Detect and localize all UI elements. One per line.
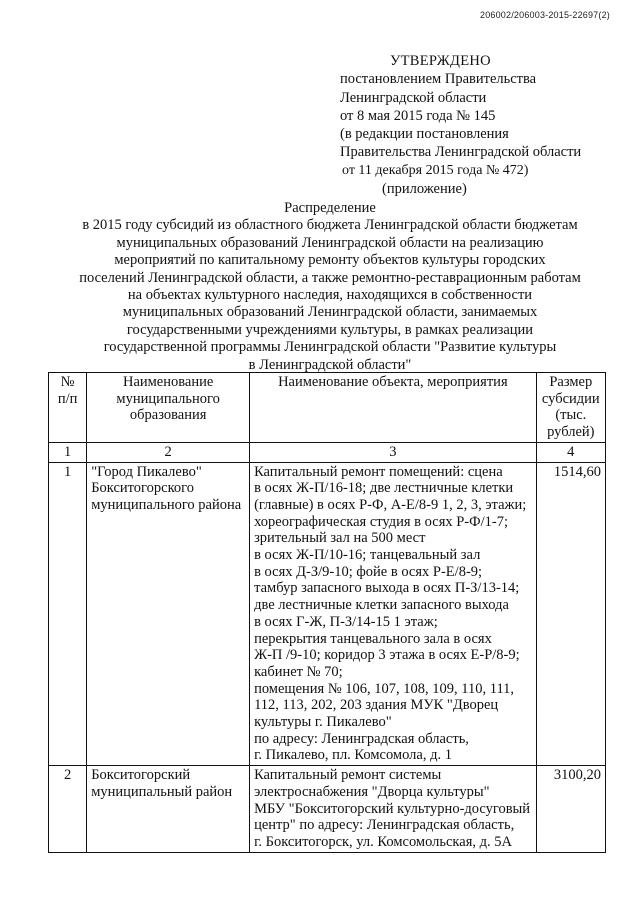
header-text: Размер: [549, 374, 593, 390]
column-number: 1: [49, 442, 87, 462]
header-text: муниципального: [116, 390, 220, 407]
cell-line: в осях Ж-П/16-18; две лестничные клетки: [254, 480, 514, 497]
approval-heading: УТВЕРЖДЕНО: [390, 53, 491, 69]
row-municipality: [87, 766, 250, 853]
document-title: [60, 200, 600, 374]
title-line: государственной программы Ленинградской области "Развитие культуры: [103, 339, 557, 356]
cell-line: муниципального района: [91, 496, 242, 513]
column-number: 2: [87, 442, 250, 462]
table-row: [49, 462, 606, 766]
cell-line: по адресу: Ленинградская область,: [254, 730, 469, 747]
row-object: [250, 462, 537, 766]
header-municipality: [87, 373, 250, 443]
cell-line: перекрытия танцевального зала в осях: [254, 630, 492, 647]
header-text: (тыс.: [555, 407, 587, 424]
header-amount: [536, 373, 605, 443]
header-text: Наименование объекта, мероприятия: [278, 374, 508, 390]
column-number: 3: [250, 442, 537, 462]
document-id: 206002/206003-2015-22697(2): [479, 10, 610, 20]
header-text: Наименование: [122, 374, 214, 390]
cell-line: культуры г. Пикалево": [254, 714, 392, 731]
cell-line: центр" по адресу: Ленинградская область,: [254, 817, 515, 834]
row-amount: 1514,60: [536, 462, 605, 766]
title-line: в Ленинградской области": [248, 356, 412, 373]
cell-line: г. Пикалево, пл. Комсомола, д. 1: [254, 747, 452, 764]
title-line: государственными учреждениями культуры, в рамках реализации: [126, 321, 534, 338]
header-text: субсидии: [541, 390, 600, 407]
row-amount: 3100,20: [536, 766, 605, 853]
header-object: [250, 373, 537, 443]
title-line: на объектах культурного наследия, находящихся в собственности: [127, 287, 533, 304]
row-num: 2: [49, 766, 87, 853]
cell-line: Бокситогорского: [91, 480, 194, 497]
approval-line: Правительства Ленинградской области: [340, 144, 582, 161]
row-object: [250, 766, 537, 853]
cell-line: кабинет № 70;: [254, 663, 343, 680]
cell-line: Капитальный ремонт помещений: сцена: [254, 463, 503, 480]
table-row: [49, 766, 606, 853]
title-heading: Распределение: [284, 200, 376, 216]
cell-line: в осях Ж-П/10-16; танцевальный зал: [254, 547, 481, 564]
cell-line: Ж-П /9-10; коридор 3 этажа в осях Е-Р/8-9;: [254, 647, 520, 664]
cell-line: Капитальный ремонт системы: [254, 767, 442, 784]
approval-line: от 8 мая 2015 года № 145: [340, 107, 496, 124]
cell-line: в осях Г-Ж, П-З/14-15 1 этаж;: [254, 613, 438, 630]
approval-line: постановлением Правительства: [340, 71, 537, 88]
cell-line: (главные) в осях Р-Ф, А-Е/8-9 1, 2, 3, этажи;: [254, 496, 527, 513]
header-text: образования: [129, 407, 207, 424]
cell-line: две лестничные клетки запасного выхода: [254, 597, 509, 614]
approval-line: Ленинградской области: [340, 89, 487, 106]
cell-line: 112, 113, 202, 203 здания МУК "Дворец: [254, 697, 499, 714]
cell-line: г. Бокситогорск, ул. Комсомольская, д. 5А: [254, 833, 512, 850]
row-municipality: [87, 462, 250, 766]
title-line: в 2015 году субсидий из областного бюджета Ленинградской области бюджетам: [82, 217, 578, 234]
header-text: рублей): [547, 424, 595, 441]
approval-line: (приложение): [382, 181, 467, 198]
approval-line: (в редакции постановления: [340, 126, 509, 143]
header-text: п/п: [57, 390, 78, 407]
table-header-row: [49, 373, 606, 443]
header-text: №: [60, 374, 75, 390]
title-line: муниципальных образований Ленинградской области, занимаемых: [122, 304, 538, 321]
subsidy-table: [48, 372, 606, 853]
cell-line: МБУ "Бокситогорский культурно-досуговый: [254, 800, 531, 817]
title-line: поселений Ленинградской области, а также ремонтно-реставрационным работам: [79, 269, 581, 286]
column-number: 4: [536, 442, 605, 462]
cell-line: помещения № 106, 107, 108, 109, 110, 111,: [254, 680, 515, 697]
cell-line: электроснабжения "Дворца культуры": [254, 783, 490, 800]
cell-line: зрительный зал на 500 мест: [254, 530, 426, 547]
cell-line: Бокситогорский: [91, 767, 191, 784]
header-num: [49, 373, 87, 443]
title-line: мероприятий по капитальному ремонту объектов культуры городских: [114, 252, 546, 269]
cell-line: "Город Пикалево": [91, 463, 202, 480]
approval-line: от 11 декабря 2015 года № 472): [342, 162, 529, 178]
column-number-row: [49, 442, 606, 462]
cell-line: тамбур запасного выхода в осях П-З/13-14;: [254, 580, 520, 597]
cell-line: муниципальный район: [91, 783, 233, 800]
cell-line: хореографическая студия в осях Р-Ф/1-7;: [254, 513, 508, 530]
approval-block: [340, 52, 581, 198]
row-num: 1: [49, 462, 87, 766]
title-line: муниципальных образований Ленинградской области на реализацию: [116, 234, 544, 251]
cell-line: в осях Д-З/9-10; фойе в осях Р-Е/8-9;: [254, 563, 483, 580]
